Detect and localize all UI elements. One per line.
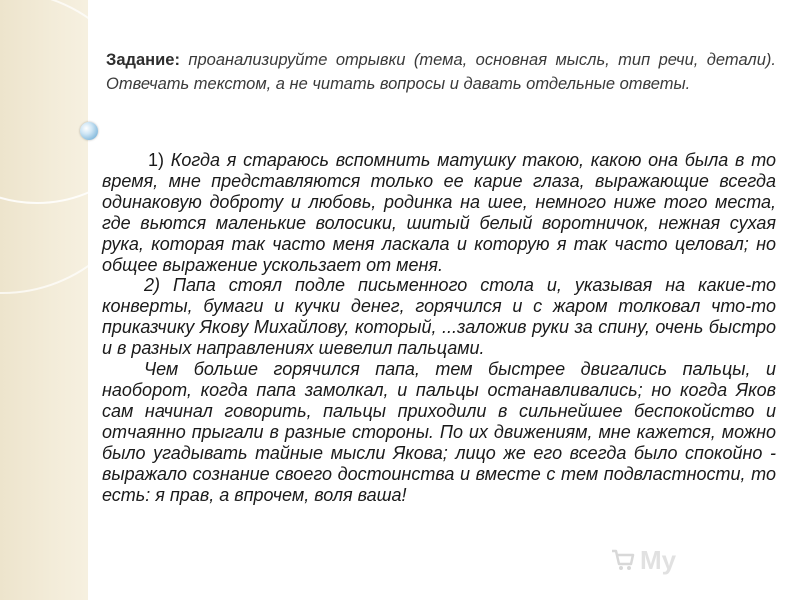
- task-text: проанализируйте отрывки (тема, основная мысль, тип речи, детали). Отвечать текстом, а не читать вопросы и давать отдельные ответы.: [106, 51, 776, 93]
- task-heading: [106, 48, 776, 96]
- watermark-text: My: [640, 544, 677, 575]
- watermark: [610, 540, 770, 580]
- passage-paragraph-1: [102, 150, 776, 275]
- paragraph-body: Когда я стараюсь вспомнить матушку такою, какою она была в то время, мне представляются только ее карие глаза, выражающие всегда одинаковую доброту и любовь, родинка на шее, немного ниже того места, где вьются маленькие волосики, шитый белый воротничок, нежная сухая рука, которая так часто меня ласкала и которую я так часто целовал; но общее выражение ускользает от меня.: [102, 150, 776, 275]
- decorative-bullet-dot: [80, 122, 98, 140]
- passage-paragraph-3: Чем больше горячился папа, тем быстрее двигались пальцы, и наоборот, когда папа замолкал, и пальцы останавливались; но когда Яков сам начинал говорить, пальцы приходили в сильнейшее беспокойство и отчаянно прыгали в разные стороны. По их движениям, мне кажется, можно было угадывать тайные мысли Якова; лицо же его всегда было спокойно - выражало сознание своего достоинства и вместе с тем подвластности, то есть: я прав, а впрочем, воля ваша!: [102, 359, 776, 505]
- task-label: Задание:: [106, 51, 180, 69]
- paragraph-number: 1): [148, 150, 165, 170]
- passage-text: [102, 150, 776, 505]
- shopping-cart-icon: [610, 547, 636, 573]
- passage-paragraph-2: 2) Папа стоял подле письменного стола и, указывая на какие-то конверты, бумаги и кучки денег, горячился и с жаром толковал что-то приказчику Якову Михайлову, который, ...заложив руки за спину, очень быстро и в разных направлениях шевелил пальцами.: [102, 275, 776, 359]
